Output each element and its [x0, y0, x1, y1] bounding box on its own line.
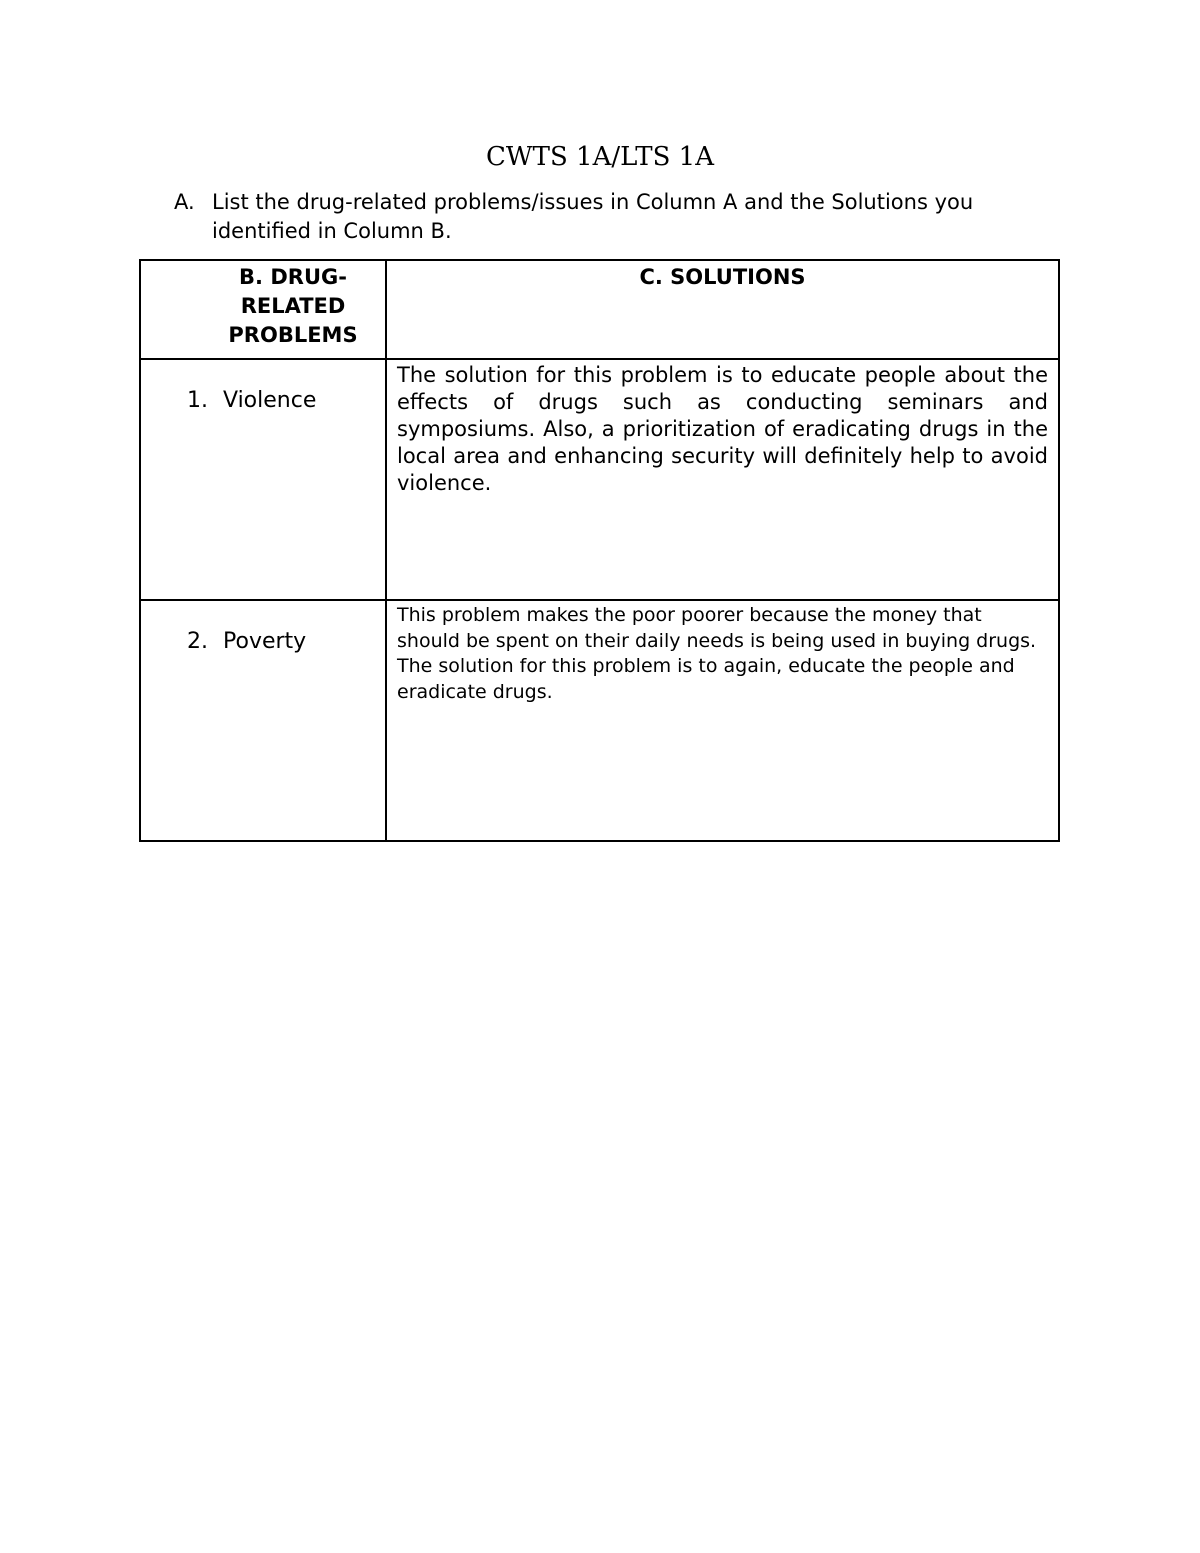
- problem-label: Violence: [223, 388, 317, 413]
- table-header-row: [140, 260, 1059, 359]
- instruction-item: [174, 188, 1044, 246]
- problem-label: Poverty: [223, 629, 307, 654]
- instruction-marker: A.: [174, 190, 195, 214]
- worksheet-table: [139, 259, 1060, 842]
- header-solutions: C. SOLUTIONS: [386, 260, 1059, 359]
- page-title: CWTS 1A/LTS 1A: [486, 142, 714, 172]
- table-row: [140, 600, 1059, 841]
- instruction-text: List the drug-related problems/issues in Column A and the Solutions you identified in Column B.: [212, 190, 974, 243]
- solution-cell: The solution for this problem is to educate people about the effects of drugs such as conducting seminars and symposiums. Also, a prioritization of eradicating drugs in the local area and enhancing security will definitely help to avoid violence.: [386, 359, 1059, 600]
- problem-number: 1.: [187, 388, 208, 413]
- header-problems-label: B. DRUG-RELATED PROBLEMS: [228, 265, 358, 347]
- problem-cell: [140, 359, 386, 600]
- header-problems: [140, 260, 386, 359]
- solution-cell: This problem makes the poor poorer because the money that should be spent on their daily needs is being used in buying drugs. The solution for this problem is to again, educate the people and eradicate drugs.: [386, 600, 1059, 841]
- table-row: [140, 359, 1059, 600]
- problem-cell: [140, 600, 386, 841]
- problem-number: 2.: [187, 629, 208, 654]
